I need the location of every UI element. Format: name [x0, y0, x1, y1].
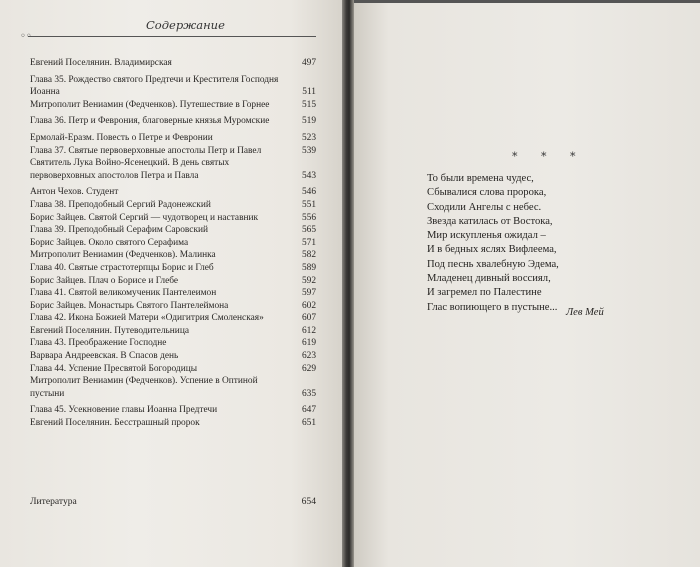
poem-line: Сбывалися слова пророка, — [427, 187, 547, 199]
toc-entry — [30, 300, 316, 313]
section-stars: * * * — [512, 150, 586, 163]
toc-entry-title: Борис Зайцев. Плач о Борисе и Глебе — [30, 275, 179, 286]
toc-entry-title: Глава 45. Усекновение главы Иоанна Предтечи — [30, 405, 218, 416]
toc-entry-page: 597 — [301, 288, 316, 299]
toc-entry — [30, 249, 316, 262]
toc-entry-title: Глава 44. Успение Пресвятой Богородицы — [30, 363, 198, 374]
toc-entry-title: Евгений Поселянин. Путеводительница — [30, 325, 189, 336]
toc-literature-page: 654 — [301, 496, 316, 507]
toc-entry-title: Глава 35. Рождество святого Предтечи и Крестителя Господня Иоанна — [30, 74, 279, 98]
header-ornament-icon: ◦◦ — [20, 31, 32, 42]
toc-entry — [30, 186, 316, 199]
toc-entry — [30, 74, 316, 99]
toc-entry — [30, 212, 316, 225]
poem-line: И загремел по Палестине — [427, 287, 542, 299]
toc-entry-page: 523 — [301, 132, 316, 143]
toc-entry — [30, 57, 316, 70]
poem-line: Сходили Ангелы с небес. — [427, 201, 542, 213]
toc-entry — [30, 363, 316, 376]
toc-entry — [30, 132, 316, 145]
toc-entry — [30, 115, 316, 128]
toc-entry-page: 582 — [301, 250, 316, 261]
toc-entry — [30, 237, 316, 250]
toc-entry — [30, 325, 316, 338]
poem-line: Младенец дивный воссиял, — [427, 273, 551, 285]
toc-entry-page: 589 — [301, 262, 316, 273]
toc-entry-title: Глава 42. Икона Божией Матери «Одигитрия Смоленская» — [30, 313, 264, 324]
toc-entry-title: Евгений Поселянин. Бесстрашный пророк — [30, 418, 200, 429]
toc-entry — [30, 157, 316, 182]
toc-entry — [30, 375, 316, 400]
toc-entry-page: 623 — [301, 351, 316, 362]
toc-entry — [30, 199, 316, 212]
poem-line: И в бедных яслях Вифлеема, — [427, 244, 557, 256]
toc-entry-title: Глава 37. Святые первоверховные апостолы Петр и Павел — [30, 145, 262, 156]
book-gutter — [342, 0, 354, 567]
toc-entry-title: Глава 41. Святой великомученик Пантелеимон — [30, 288, 217, 299]
toc-entry-page: 635 — [301, 388, 316, 399]
toc-entry-page: 651 — [301, 418, 316, 429]
toc-entry-page: 551 — [301, 199, 316, 210]
header-rule — [28, 36, 316, 37]
toc-entry — [30, 145, 316, 158]
toc-entry-title: Митрополит Вениамин (Федченков). Успение в Оптиной пустыни — [30, 376, 258, 399]
toc-entry — [30, 417, 316, 430]
toc-entry — [30, 404, 316, 417]
toc-entry-page: 607 — [301, 313, 316, 324]
toc-entry-title: Борис Зайцев. Святой Сергий — чудотворец и наставник — [30, 212, 259, 223]
toc-entry-page: 546 — [301, 187, 316, 198]
toc-entry-page: 497 — [301, 58, 316, 68]
header-title: Содержание — [146, 18, 225, 32]
toc-entry-title: Евгений Поселянин. Владимирская — [30, 58, 172, 68]
toc-entry-title: Варвара Андреевская. В Спасов день — [30, 351, 179, 362]
toc-entry-title: Святитель Лука Войно-Ясенецкий. В день святых первоверховных апостолов Петра и Павла — [30, 158, 230, 181]
toc-entry-title: Антон Чехов. Студент — [30, 187, 119, 198]
toc-entry-title: Ермолай-Еразм. Повесть о Петре и Февронии — [30, 132, 213, 143]
toc-entry-page: 571 — [301, 237, 316, 248]
toc-entry-page: 543 — [301, 170, 316, 181]
poem-line: Глас вопиющего в пустыне... — [427, 301, 558, 313]
left-page — [0, 0, 342, 567]
toc-literature — [30, 496, 316, 507]
toc-entry — [30, 99, 316, 112]
toc-entry-page: 619 — [301, 338, 316, 349]
toc-entry-page: 602 — [301, 300, 316, 311]
toc-entry-page: 647 — [301, 405, 316, 416]
toc-entry-title: Глава 40. Святые страстотерпцы Борис и Глеб — [30, 262, 214, 273]
toc-entry-page: 556 — [301, 212, 316, 223]
toc-entry-page: 629 — [301, 363, 316, 374]
toc-entry-title: Глава 38. Преподобный Сергий Радонежский — [30, 199, 211, 210]
toc-entry-page: 511 — [302, 87, 316, 98]
toc-entry-page: 592 — [301, 275, 316, 286]
table-of-contents — [30, 57, 316, 430]
page-edge — [354, 0, 700, 3]
poem — [427, 172, 559, 315]
toc-entry — [30, 287, 316, 300]
toc-entry-title: Митрополит Вениамин (Федченков). Путешествие в Горнее — [30, 99, 270, 110]
toc-entry — [30, 337, 316, 350]
toc-entry-page: 539 — [301, 145, 316, 156]
toc-entry — [30, 350, 316, 363]
poem-author: Лев Мей — [566, 307, 604, 318]
toc-literature-text: Литература — [30, 496, 77, 507]
poem-line: Мир искупленья ожидал – — [427, 230, 546, 242]
toc-entry-page: 519 — [301, 116, 316, 127]
poem-line: Под песнь хвалебную Эдема, — [427, 258, 559, 270]
toc-entry — [30, 262, 316, 275]
toc-entry-page: 515 — [301, 99, 316, 110]
toc-entry — [30, 224, 316, 237]
toc-entry-title: Борис Зайцев. Около святого Серафима — [30, 237, 189, 248]
poem-line: Звезда катилась от Востока, — [427, 215, 553, 227]
toc-entry-page: 612 — [301, 325, 316, 336]
poem-line: То были времена чудес, — [427, 173, 534, 184]
toc-entry — [30, 275, 316, 288]
toc-entry-title: Глава 36. Петр и Феврония, благоверные князья Муромские — [30, 116, 270, 127]
toc-entry-title: Борис Зайцев. Монастырь Святого Пантелеймона — [30, 300, 229, 311]
toc-entry — [30, 312, 316, 325]
toc-entry-page: 565 — [301, 225, 316, 236]
toc-entry-title: Митрополит Вениамин (Федченков). Малинка — [30, 250, 216, 261]
toc-entry-title: Глава 43. Преображение Господне — [30, 338, 167, 349]
toc-entry-title: Глава 39. Преподобный Серафим Саровский — [30, 225, 209, 236]
